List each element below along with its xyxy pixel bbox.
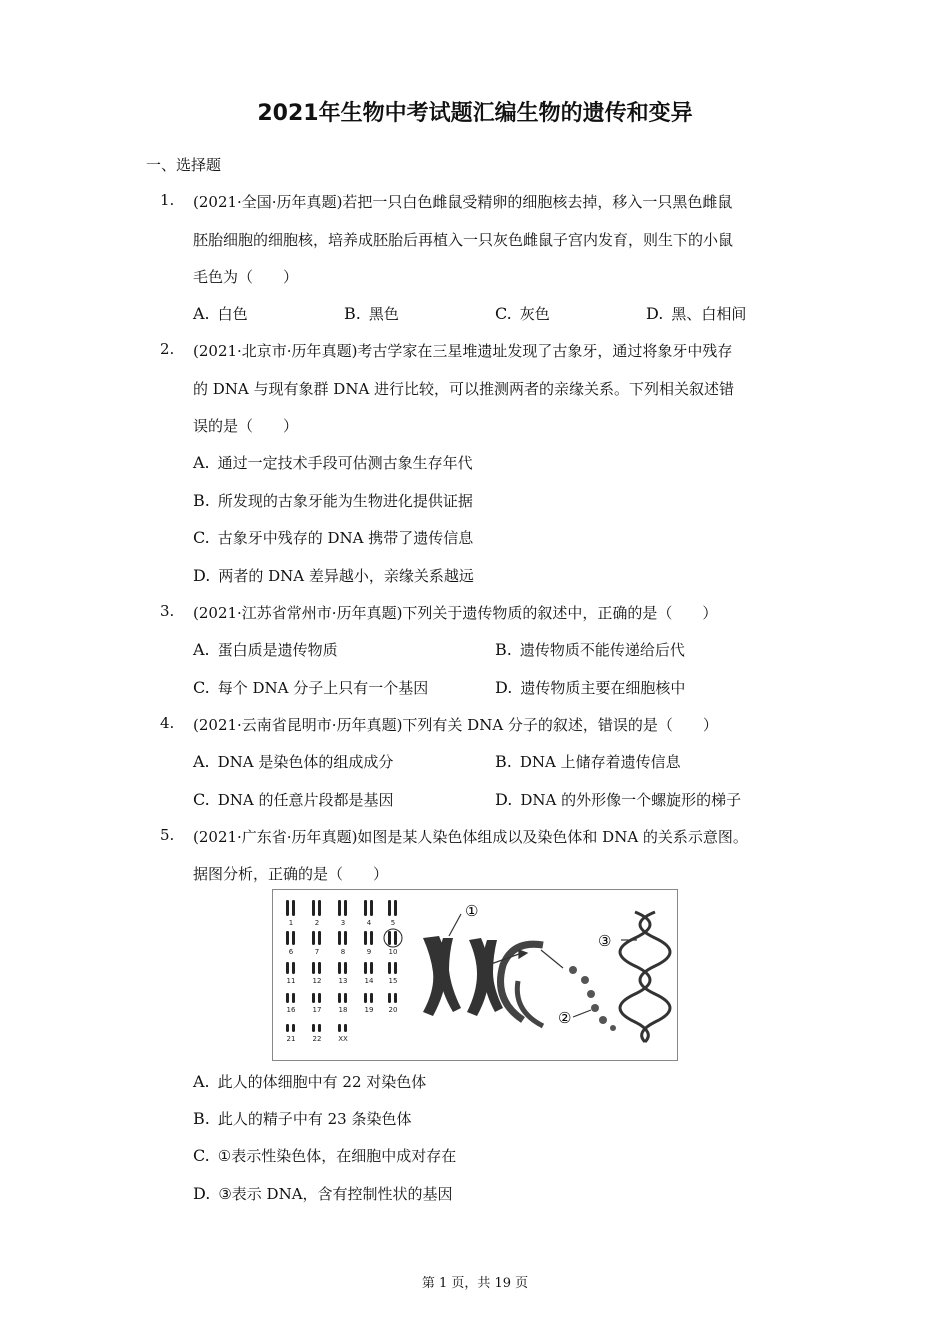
label-circle-1: ① [465, 902, 479, 920]
chromosome-pair-18 [338, 993, 341, 1003]
karyotype-number: 18 [338, 1006, 348, 1014]
q4-option-d-text: DNA 的外形像一个螺旋形的梯子 [520, 791, 742, 809]
highlight-circle [384, 929, 402, 947]
q3-option-c-letter: C. [193, 678, 210, 697]
dna-helix-drawing [620, 912, 670, 1042]
karyotype-number: 3 [340, 919, 346, 927]
question-4-number: 4. [160, 714, 175, 732]
q2-option-d-text: 两者的 DNA 差异越小，亲缘关系越远 [218, 567, 474, 585]
karyotype-number: 2 [314, 919, 320, 927]
chromosome-pair-17 [318, 993, 321, 1003]
chromosome-pair-7 [312, 931, 315, 945]
karyotype-number: 11 [286, 977, 296, 985]
question-1-line-3: 毛色为（ ） [193, 268, 299, 286]
label-circle-3: ③ [598, 932, 612, 950]
karyotype-number: 8 [340, 948, 346, 956]
karyotype-number: 15 [388, 977, 398, 985]
q2-option-a-text: 通过一定技术手段可估测古象生存年代 [217, 454, 473, 472]
q3-option-d-text: 遗传物质主要在细胞核中 [520, 679, 686, 697]
q1-option-d [646, 303, 746, 324]
question-5-number: 5. [160, 826, 175, 844]
question-5-line-1: (2021·广东省·历年真题)如图是某人染色体组成以及染色体和 DNA 的关系示意图。 [193, 828, 748, 846]
q4-option-d [495, 789, 741, 810]
chromosome-pair-9 [364, 931, 367, 945]
chromosome-pair-17 [312, 993, 315, 1003]
q4-option-b [495, 751, 681, 772]
q3-option-c-text: 每个 DNA 分子上只有一个基因 [217, 679, 429, 697]
chromosome-pair-8 [338, 931, 341, 945]
q2-option-a-letter: A. [193, 453, 210, 472]
chromosome-pair-XX [338, 1024, 341, 1032]
q5-option-b [193, 1108, 411, 1129]
karyotype-number: 10 [388, 948, 398, 956]
q3-option-b-text: 遗传物质不能传递给后代 [519, 641, 685, 659]
q2-option-c-letter: C. [193, 528, 210, 547]
chromosome-pair-20 [394, 993, 397, 1003]
q5-option-b-letter: B. [193, 1109, 210, 1128]
q5-option-a-text: 此人的体细胞中有 22 对染色体 [217, 1073, 427, 1091]
chromosome-pair-22 [318, 1024, 321, 1032]
chromosome-pair-5 [388, 900, 391, 916]
chromosome-pair-10 [394, 931, 397, 945]
karyotype-number: 7 [314, 948, 320, 956]
q4-option-c-letter: C. [193, 790, 210, 809]
chromosome-pair-21 [292, 1024, 295, 1032]
q1-option-d-text: 黑、白相间 [671, 305, 747, 323]
chromosome-pair-11 [292, 962, 295, 974]
q2-option-c [193, 527, 473, 548]
karyotype-number: 19 [364, 1006, 374, 1014]
q4-option-c [193, 789, 394, 810]
question-1-line-2: 胚胎细胞的细胞核，培养成胚胎后再植入一只灰色雌鼠子宫内发育，则生下的小鼠 [193, 231, 734, 249]
karyotype-number: 16 [286, 1006, 296, 1014]
chromosome-x-drawing [423, 936, 503, 1016]
q3-option-b [495, 639, 685, 660]
chromosome-pair-16 [292, 993, 295, 1003]
chromosome-pair-18 [344, 993, 347, 1003]
chromosome-pair-4 [364, 900, 367, 916]
chromosome-dna-figure [272, 889, 678, 1061]
chromosome-pair-12 [312, 962, 315, 974]
chromosome-pair-13 [344, 962, 347, 974]
q3-option-a [193, 639, 338, 660]
chromosome-pair-14 [370, 962, 373, 974]
q1-option-a [193, 303, 248, 324]
karyotype-number: 17 [312, 1006, 322, 1014]
karyotype-number: XX [338, 1035, 348, 1043]
karyotype-number: 4 [366, 919, 372, 927]
q4-option-a [193, 751, 393, 772]
karyotype-number: 1 [288, 919, 294, 927]
chromosome-pair-19 [364, 993, 367, 1003]
chromosome-pair-19 [370, 993, 373, 1003]
chromosome-pair-6 [292, 931, 295, 945]
chromosome-pair-4 [370, 900, 373, 916]
question-1-number: 1. [160, 191, 175, 209]
karyotype-number: 13 [338, 977, 348, 985]
q3-option-a-letter: A. [193, 640, 210, 659]
karyotype-panel [286, 900, 402, 1043]
q5-option-b-text: 此人的精子中有 23 条染色体 [217, 1110, 412, 1128]
chromosome-pair-2 [318, 900, 321, 916]
karyotype-number: 20 [388, 1006, 398, 1014]
question-3-line-1: (2021·江苏省常州市·历年真题)下列关于遗传物质的叙述中，正确的是（ ） [193, 604, 718, 622]
q1-option-b [344, 303, 399, 324]
chromosome-pair-10 [388, 931, 391, 945]
chromosome-pair-3 [344, 900, 347, 916]
chromosome-pair-15 [394, 962, 397, 974]
q3-option-d-letter: D. [495, 678, 513, 697]
q2-option-c-text: 古象牙中残存的 DNA 携带了遗传信息 [217, 529, 474, 547]
q1-option-b-text: 黑色 [368, 305, 399, 323]
q5-option-d-letter: D. [193, 1184, 211, 1203]
chromosome-pair-21 [286, 1024, 289, 1032]
page-footer: 第 1 页，共 19 页 [421, 1276, 529, 1291]
question-2-line-2: 的 DNA 与现有象群 DNA 进行比较，可以推测两者的亲缘关系。下列相关叙述错 [193, 380, 735, 398]
question-2-number: 2. [160, 340, 175, 358]
q5-option-d [193, 1183, 453, 1204]
q4-option-a-text: DNA 是染色体的组成成分 [217, 753, 394, 771]
question-2-line-3: 误的是（ ） [193, 417, 299, 435]
chromosome-pair-1 [286, 900, 289, 916]
q2-option-b-text: 所发现的古象牙能为生物进化提供证据 [217, 492, 473, 510]
karyotype-number: 5 [390, 919, 396, 927]
chromosome-pair-2 [312, 900, 315, 916]
question-4-line-1: (2021·云南省昆明市·历年真题)下列有关 DNA 分子的叙述，错误的是（ ） [193, 716, 718, 734]
chromosome-pair-11 [286, 962, 289, 974]
figure-svg [273, 890, 677, 1060]
q4-option-d-letter: D. [495, 790, 513, 809]
chromosome-pair-8 [344, 931, 347, 945]
karyotype-number: 21 [286, 1035, 296, 1043]
q2-option-a [193, 452, 473, 473]
q5-option-a-letter: A. [193, 1072, 210, 1091]
question-5-line-2: 据图分析，正确的是（ ） [193, 865, 389, 883]
q5-option-d-text: ③表示 DNA，含有控制性状的基因 [218, 1185, 453, 1203]
question-1-line-1: (2021·全国·历年真题)若把一只白色雌鼠受精卵的细胞核去掉，移入一只黑色雌鼠 [193, 193, 733, 211]
chromosome-pair-22 [312, 1024, 315, 1032]
karyotype-number: 6 [288, 948, 294, 956]
q4-option-c-text: DNA 的任意片段都是基因 [217, 791, 394, 809]
q3-option-a-text: 蛋白质是遗传物质 [217, 641, 338, 659]
label-circle-2: ② [558, 1009, 572, 1027]
q2-option-d [193, 565, 474, 586]
q4-option-b-letter: B. [495, 752, 512, 771]
karyotype-number: 9 [366, 948, 372, 956]
chromosome-pair-5 [394, 900, 397, 916]
q5-option-c-text: ①表示性染色体，在细胞中成对存在 [217, 1147, 457, 1165]
chromosome-pair-3 [338, 900, 341, 916]
q5-option-c-letter: C. [193, 1146, 210, 1165]
karyotype-number: 14 [364, 977, 374, 985]
chromosome-pair-XX [344, 1024, 347, 1032]
question-2-line-1: (2021·北京市·历年真题)考古学家在三星堆遗址发现了古象牙，通过将象牙中残存 [193, 342, 733, 360]
chromosome-pair-1 [292, 900, 295, 916]
q4-option-b-text: DNA 上储存着遗传信息 [519, 753, 681, 771]
q2-option-b-letter: B. [193, 491, 210, 510]
chromosome-pair-20 [388, 993, 391, 1003]
q2-option-d-letter: D. [193, 566, 211, 585]
q1-option-a-text: 白色 [217, 305, 248, 323]
dna-strand-dots [569, 966, 616, 1031]
q3-option-c [193, 677, 428, 698]
question-3-number: 3. [160, 602, 175, 620]
chromosome-pair-15 [388, 962, 391, 974]
chromosome-pair-14 [364, 962, 367, 974]
page-title: 2021年生物中考试题汇编生物的遗传和变异 [257, 101, 693, 126]
q5-option-a [193, 1071, 426, 1092]
chromosome-pair-9 [370, 931, 373, 945]
q3-option-b-letter: B. [495, 640, 512, 659]
q1-option-c-text: 灰色 [519, 305, 550, 323]
q3-option-d [495, 677, 685, 698]
q1-option-c-letter: C. [495, 304, 512, 323]
q1-option-c [495, 303, 550, 324]
q5-option-c [193, 1145, 456, 1166]
q1-option-b-letter: B. [344, 304, 361, 323]
chromosome-pair-13 [338, 962, 341, 974]
chromosome-pair-16 [286, 993, 289, 1003]
q4-option-a-letter: A. [193, 752, 210, 771]
chromosome-pair-7 [318, 931, 321, 945]
q1-option-a-letter: A. [193, 304, 210, 323]
karyotype-number: 22 [312, 1035, 322, 1043]
chromosome-pair-6 [286, 931, 289, 945]
section-heading: 一、选择题 [146, 156, 222, 174]
q2-option-b [193, 490, 473, 511]
chromosome-pair-12 [318, 962, 321, 974]
karyotype-number: 12 [312, 977, 322, 985]
q1-option-d-letter: D. [646, 304, 664, 323]
